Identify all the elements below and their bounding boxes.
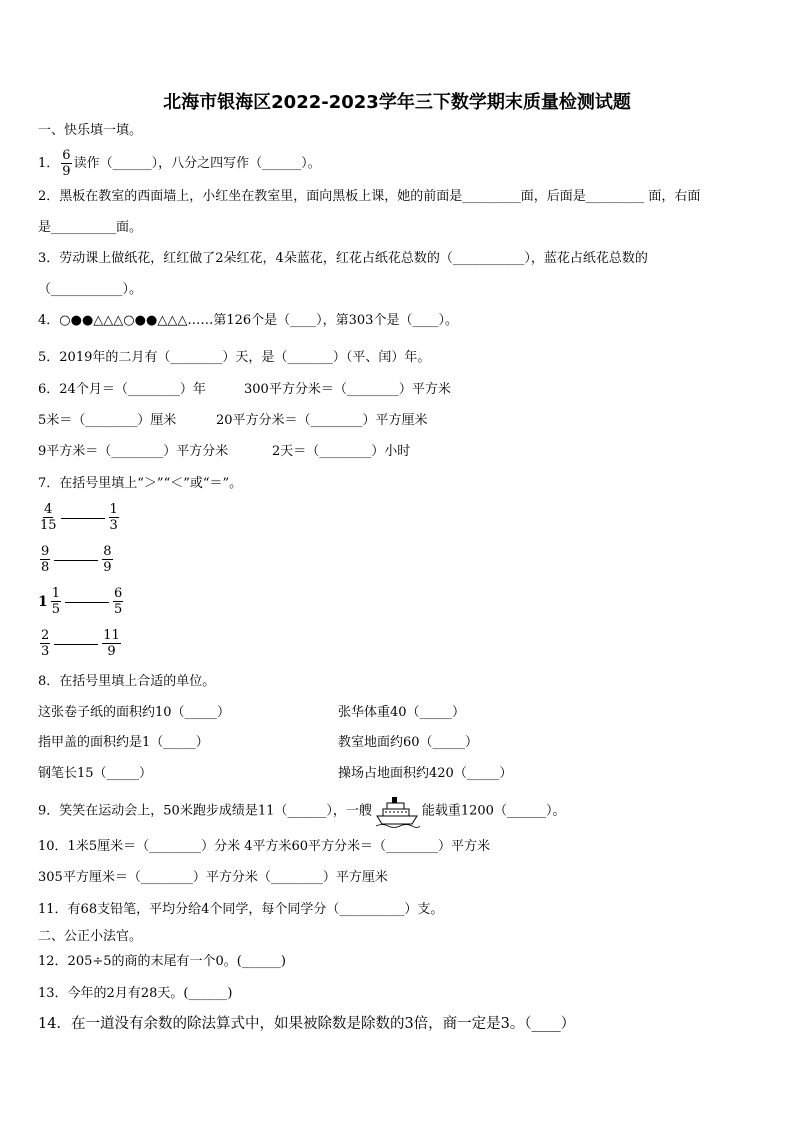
question-9-pre: 9．笑笑在运动会上，50米跑步成绩是11（______），一艘 [38,803,372,819]
denominator: 9 [103,560,112,575]
denominator: 8 [41,560,50,575]
numerator: 6 [62,148,71,163]
left-fraction [40,502,57,533]
question-10-line-1: 10．1米5厘米＝（________）分米 4平方米60平方分米＝（________）平方米 [38,839,491,854]
question-7-prompt: 7．在括号里填上“＞”“＜”或“＝”。 [38,476,243,491]
question-8-a: 这张卷子纸的面积约10（_____） [38,705,231,720]
answer-blank[interactable] [54,643,98,645]
question-12: 12．205÷5的商的末尾有一个0。(______) [38,954,286,969]
question-9 [38,794,565,829]
question-8-f: 操场占地面积约420（_____） [338,766,513,781]
denominator: 5 [51,602,61,617]
numerator: 6 [114,586,123,601]
question-4: 4．○●●△△△○●●△△△……第126个是（____），第303个是（____）。 [38,313,458,328]
denominator: 3 [109,518,118,533]
ship-icon [374,794,420,828]
comparison-row-1 [38,502,121,533]
question-10-line-2: 305平方厘米＝（________）平方分米（________）平方厘米 [38,870,388,885]
left-fraction [40,544,50,575]
comparison-row-3 [38,586,125,617]
right-fraction [113,586,123,617]
denominator: 5 [114,602,123,617]
question-6-2a: 5米＝（________）厘米 [38,413,177,428]
numerator: 8 [103,544,112,559]
numerator: 9 [41,544,50,559]
left-fraction [40,628,50,659]
numerator: 11 [103,628,120,643]
comparison-row-4 [38,628,123,659]
denominator: 3 [41,644,50,659]
question-text: 读作（______），八分之四写作（______）。 [73,156,321,171]
question-6-1a: 6．24个月＝（________）年 [38,382,206,397]
numerator: 4 [44,502,53,517]
numerator: 1 [51,586,61,601]
question-13: 13．今年的2月有28天。(______) [38,986,233,1001]
question-6-3b: 2天＝（________）小时 [272,444,411,459]
denominator: 9 [107,644,116,659]
right-fraction [102,628,121,659]
question-6-3a: 9平方米＝（________）平方分米 [38,444,229,459]
answer-blank[interactable] [54,559,98,561]
question-9-post: 能载重1200（______）。 [421,803,566,819]
numerator: 2 [41,628,50,643]
whole-number: 1 [38,593,48,610]
section-1-heading: 一、快乐填一填。 [38,123,143,138]
question-8-c: 指甲盖的面积约是1（_____） [38,735,209,750]
question-8-d: 教室地面约60（_____） [338,735,479,750]
question-11: 11．有68支铅笔，平均分给4个同学，每个同学分（__________）支。 [38,902,444,917]
page-title: 北海市银海区2022-2023学年三下数学期末质量检测试题 [163,92,631,113]
left-fraction [51,586,61,617]
question-2-line-1: 2．黑板在教室的西面墙上，小红坐在教室里，面向黑板上课，她的前面是_________面，后面是_________ 面，右面 [38,189,701,204]
right-fraction [109,502,119,533]
right-fraction [102,544,112,575]
numerator: 1 [109,502,118,517]
question-5: 5．2019年的二月有（________）天，是（_______）（平、闰）年。 [38,350,431,365]
section-2-heading: 二、公正小法官。 [38,929,143,944]
question-8-b: 张华体重40（_____） [338,705,466,720]
question-6-2b: 20平方分米＝（________）平方厘米 [216,413,428,428]
denominator: 15 [40,518,57,533]
comparison-row-2 [38,544,115,575]
question-8-e: 钢笔长15（_____） [38,766,153,781]
question-number: 1． [38,156,60,171]
question-3-line-1: 3．劳动课上做纸花，红红做了2朵红花，4朵蓝花，红花占纸花总数的（___________），蓝花占纸花总数的 [38,251,648,266]
denominator: 9 [62,164,71,179]
answer-blank[interactable] [65,601,109,603]
question-1 [38,148,321,179]
question-2-line-2: 是__________面。 [38,220,143,235]
question-14: 14．在一道没有余数的除法算式中，如果被除数是除数的3倍，商一定是3。（____） [38,1016,576,1032]
answer-blank[interactable] [61,517,105,519]
fraction [61,148,71,179]
question-3-line-2: （___________）。 [38,282,143,297]
question-6-1b: 300平方分米＝（________）平方米 [244,382,451,397]
question-8-prompt: 8．在括号里填上合适的单位。 [38,674,216,689]
